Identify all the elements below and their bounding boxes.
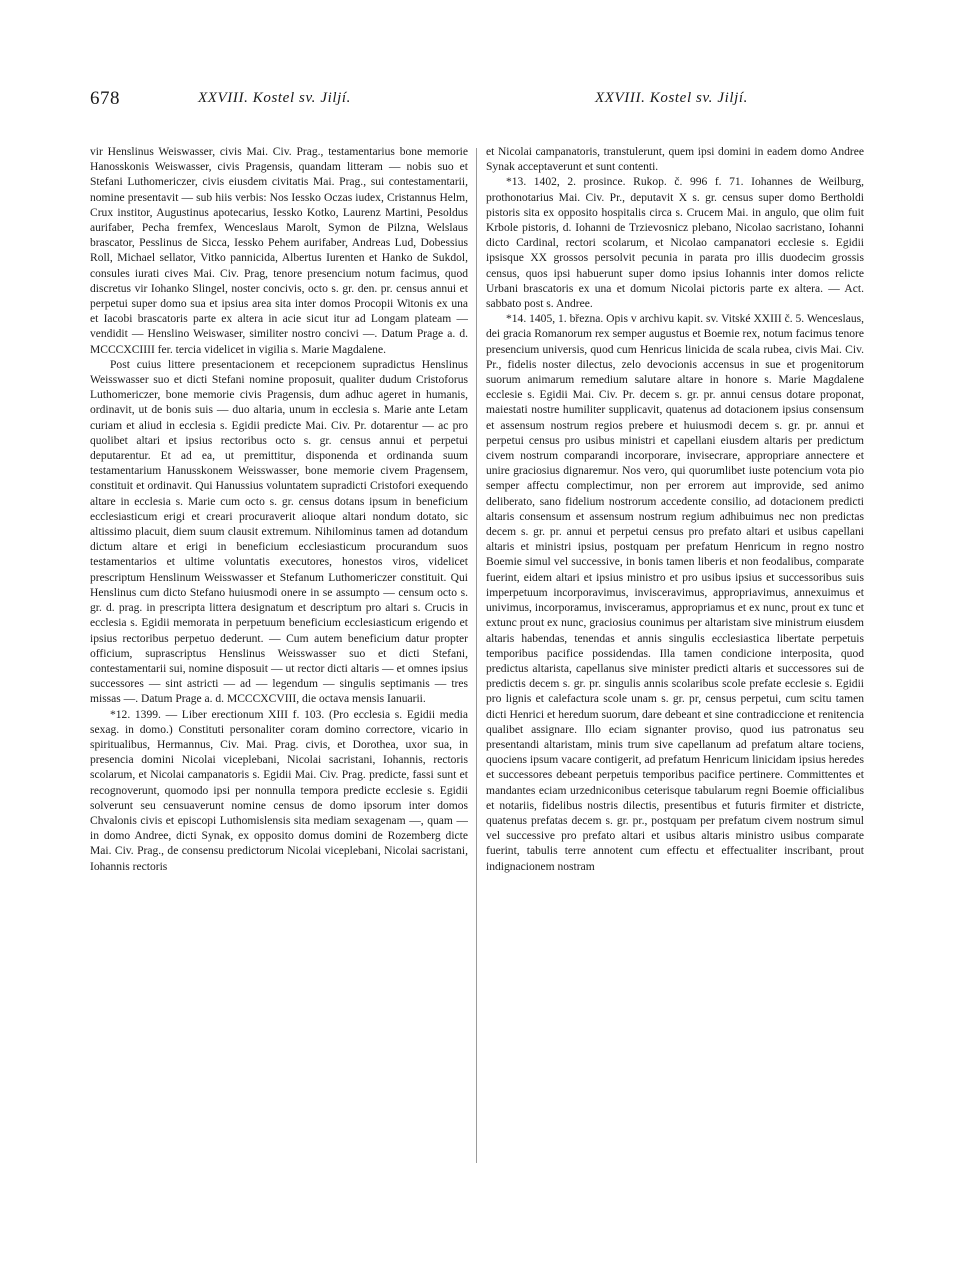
- left-column: [90, 145, 468, 1175]
- page-header: [90, 88, 882, 112]
- paragraph: vir Henslinus Weiswasser, civis Mai. Civ. Prag., testamentarius bone memorie Hanosskonis Weiswasser, civis Pragensis, quandam litteram — nobis suo et Stefani Luthomericzer, civis eiusdem civitatis Mai. Prag., sui contestamentarii, nomine presentavit — sub hiis verbis: Nos Iessko Oczas iudex, Cristannus Helm, Crux institor, Augustinus apotecarius, Iessko Kotko, Laurenz Martini, Pesoldus aurifaber, Pecha fremfex, Wenceslaus Marolt, Symon de Pilzna, Welslaus brascator, Pesslinus de Sicca, Iessko Pehem aurifaber, Andreas Lud, Dobessius Roll, Michael sellator, Vitko pannicida, Albertus Iurenten et Hanko de Sukdol, consules iurati cives Mai. Civ. Prag, tenore presencium notum facimus, quod discretus vir Iohanko Slingel, noster concivis, octo s. gr. den. pr. census annui et perpetui super domo sua et ipsius area sita inter domos Procopii Witonis ex una et Iacobi brascatoris parte ex altera in acie sicut itur ad Longam plateam — vendidit — Henslino Weiswaser, similiter nostro concivi —. Datum Prage a. d. MCCCXCIIII fer. tercia videlicet in vigilia s. Marie Magdalene.: [90, 146, 468, 356]
- page-number: 678: [90, 88, 120, 109]
- column-divider: [476, 148, 477, 1163]
- paragraph: et Nicolai campanatoris, transtulerunt, quem ipsi domini in eadem domo Andree Synak acceptaverunt et sunt contenti.: [486, 146, 864, 174]
- running-head-right: XXVIII. Kostel sv. Jiljí.: [595, 90, 749, 106]
- right-column: [486, 145, 864, 1175]
- paragraph: Post cuius littere presentacionem et recepcionem supradictus Henslinus Weisswasser suo et dicti Stefani nomine proposuit, qualiter dudum Cristoforus Luthomericzer, bone memorie civis Pragensis, dum adhuc ageret in humanis, ordinavit, ut de bonis suis — duo altaria, unum in ecclesia s. Marie ante Letam curiam et aliud in ecclesia s. Egidii predicte Mai. Civ. Pr. dotarentur — ac pro quolibet altari et ipsius rectoribus octo s. gr. census annui et perpetui deputarentur. Et ad ea, ut premittitur, disponenda et ordinanda suum testamentarium Hanusskonem Weisswasser, bone memorie civem Pragensem, constituit et ordinavit. Qui Hanussius voluntatem supradicti Cristofori exequendo altare in ecclesia s. Marie cum octo s. gr. census dotans ipsum in beneficium ecclesiasticum erigi et creari procuraverit alioque altari nondum dotato, sic altissimo placuit, diem suum clausit extremum. Nihilominus tamen ad dotandum dictum altare et erigi in beneficium ecclesiasticum procurandum suos testamentarios et ultime voluntatis executores, honestos viros, videlicet prescriptum Henslinum Weisswasser et Stefanum Luthomericzer constituit. Qui Henslinus cum dicto Stefano huiusmodi onere in se assumpto — censum octo s. gr. d. prag. in prescripta littera designatum et descriptum pro altari s. Crucis in ecclesia s. Egidii memorata in perpetuum beneficium ecclesiasticum erigendo et ipsius rectoribus perpetuo dederunt. — Cum autem beneficium datur propter officium, suprascriptus Henslinus Weisswasser suo et dicti Stefani, contestamentarii sui, nomine disposuit — ut rector dicti altaris — et omnes ipsius successores — sint astricti — ad — legendum — singulis septimanis — tres missas —. Datum Prage a. d. MCCCXCVIII, die octava mensis Ianuarii.: [90, 358, 468, 706]
- document-entry-14: *14. 1405, 1. března. Opis v archivu kapit. sv. Vitské XXIII č. 5. Wenceslaus, dei gracia Romanorum rex semper augustus et Boemie rex, notum facimus tenore presencium universis, quod cum Henricus linicida de scala rubea, civis Mai. Civ. Pr., fidelis noster dilectus, zelo devocionis accensus in sue et progenitorum suorum animarum remedium salutare altare in honore s. Marie Magdalene ecclesie s. Egidii Mai. Civ. Pr. decem s. gr. pr. annui census dotare proponat, maiestati nostre humiliter supplicavit, quatenus ad dotacionem ipsius consensum et assensum nostrum regios prebere et huiusmodi decem s. gr. pr. annui et perpetui census pro usibus ministri et capellani eiusdem altaris per predictum civem nostrum comparandi incorporare, invisecrare, appropriare annectere et unire graciosius dignaremur. Nos vero, qui quorumlibet iuste potencium vota pio semper affectu complectimur, non per errorem aut improvide, sed animo deliberato, sano fidelium nostrorum accedente consilio, ad dotacionem predicti altaris consensum et assensum nostrum regium adhibuimus nec non predictas decem s. gr. pr. annui et perpetui census pro prefato altari et usibus capellani altaris et ministri ipsius, postquam per prefatum Henricum in regno nostro Boemie simul vel successive, in bonis tamen liberis et non feodalibus, comparate fuerint, eidem altari et ipsius ministro et pro usibus ipsius et successoribus suis imperpetuum incorporavimus, invisceravimus, appropriavimus, annexuimus et univimus, incorporamus, invisceramus, appropriamus et ex nunc, prout ex tunc et extunc prout ex nunc, graciosius counimus per altaristam sive ministrum eiusdem altaris habendas, tenendas et annis singulis ecclesiastica libertate perpetuis temporibus pacifice possidendas. Illa tamen condicione interposita, quod predictus altarista, capellanus sive minister predicti altaris et successores sui de predictis decem s. gr. pr. singulis annis scolaribus scole prefate ecclesie s. Egidii pro lignis et calefactura scole unam s. gr. pr, census perpetui, cum scitu tamen dicti Henrici et heredum suorum, dare debeant et sine contradiccione et renitencia qualibet assignare. Illo eciam signanter proviso, quod ius patronatus seu presentandi altaristam, minis trum sive capellanum ad prefatum altare tociens, quociens ipsum vacare contigerit, ad prefatum Henricum linicidam ipsius heredes et successores debeant perpetuis temporibus pacifice pertinere. Committentes et mandantes eciam urzedniconibus ceterisque tabularum regni Boemie officialibus et notariis, fidelibus nostris dilectis, presentibus et futuris firmiter et districte, quatenus prefatas decem s. gr. pr., postquam per prefatum civem nostrum simul vel successive pro prefato altari et usibus altaris ministro usibus comparate fuerint, tabulis terre annotent cum effectu et effectualiter inscribant, prout indignacionem nostram: [486, 313, 864, 873]
- document-entry-12: *12. 1399. — Liber erectionum XIII f. 103. (Pro ecclesia s. Egidii media sexag. in domo.) Constituti personaliter coram domino correctore, vicario in spiritualibus, Hermannus, Civ. Mai. Prag. civis, et Dorothea, uxor sua, in presencia domini Nicolai viceplebani, Nicolai sacristani, Iohannis, rectoris scolarum, et Nicolai campanatoris s. Egidii Mai. Civ. Prag. predicte, fassi sunt et recognoverunt, quomodo ipsi per nonnulla tempora predicte ecclesie s. Egidii solverunt seu censuaverunt nomine census de domo ipsorum inter domos Chvalonis civis et episcopi Luthomislensis sita mediam sexagenam —, quam — in domo Andree, dicti Synak, ex opposito domus domini de Rozemberg dicte Mai. Civ. Prag., de consensu predictorum Nicolai viceplebani, Nicolai sacristani, Iohannis rectoris: [90, 708, 468, 873]
- document-entry-13: *13. 1402, 2. prosince. Rukop. č. 996 f. 71. Iohannes de Weilburg, prothonotarius Mai. Civ. Pr., deputavit X s. gr. census super domo Bertholdi pistoris sita ex opposito hospitalis circa s. Crucem Mai. in angulo, que olim fuit Krbole pistoris, d. Iohanni de Trzievosnicz plebano, Nicolao sacristano, Iohanni dicto Cardinal, rectori scolarum, et Nicolao campanatori ecclesie s. Egidii ipsisque XX grossos persolvit pecunia in parata pro illis duodecim grossis census, quos ipsi habuerunt super domo ipsius Iohannis inter domos relicte Urbani brascatoris ex una et domum Nicolai pictoris parte ex altera. — Act. sabbato post s. Andree.: [486, 176, 864, 311]
- running-head-left: XXVIII. Kostel sv. Jiljí.: [198, 90, 352, 106]
